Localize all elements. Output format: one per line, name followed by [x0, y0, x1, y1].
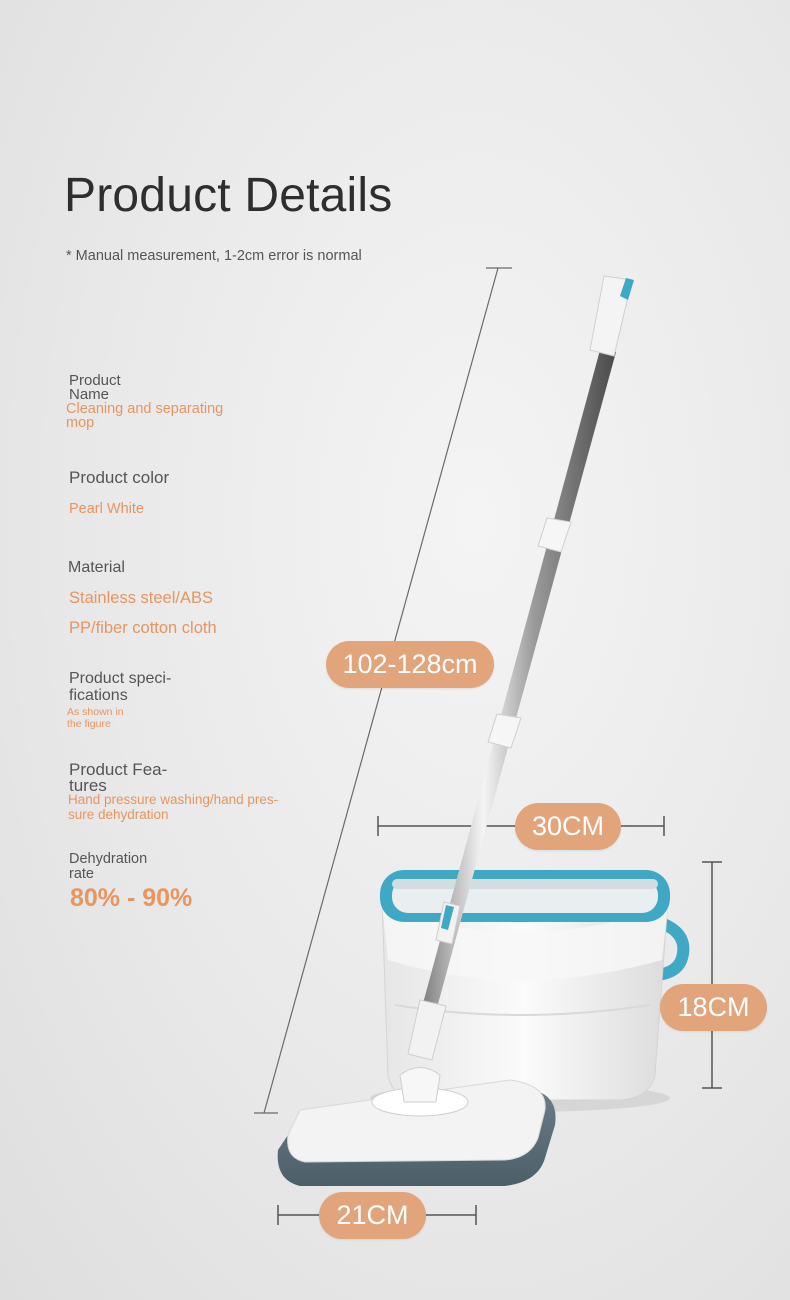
spec-features-value-2: sure dehydration [68, 807, 169, 822]
spec-color-value: Pearl White [69, 501, 144, 517]
spec-spec-value-2: the figure [67, 718, 111, 730]
mop-width-pill: 21CM [319, 1192, 426, 1239]
spec-features-label-1: Product Fea- [69, 760, 168, 779]
spec-material-label: Material [68, 559, 125, 576]
spec-spec-value-1: As shown in [67, 706, 124, 718]
spec-name-value-2: mop [66, 415, 95, 431]
spec-name-value-1: Cleaning and separating [66, 401, 224, 417]
bucket-width-pill: 30CM [515, 803, 621, 850]
spec-name-label-2: Name [69, 386, 110, 403]
mop-head [278, 1068, 556, 1187]
bucket-height-guide [702, 862, 722, 1088]
spec-dehydration-value: 80% - 90% [70, 884, 193, 912]
spec-material-value-1: Stainless steel/ABS [69, 589, 213, 607]
spec-color-label: Product color [69, 468, 170, 487]
spec-spec-label-1: Product speci- [69, 670, 172, 687]
spec-dehydration-label-1: Dehydration [69, 851, 148, 867]
spec-features-value-1: Hand pressure washing/hand pres- [68, 792, 279, 807]
spec-spec-label-2: fications [69, 687, 128, 704]
bucket-height-pill: 18CM [660, 984, 767, 1031]
page-title: Product Details [64, 169, 393, 222]
height-dimension-pill: 102-128cm [326, 641, 494, 688]
measurement-note: * Manual measurement, 1-2cm error is normal [66, 248, 362, 264]
spec-material-value-2: PP/fiber cotton cloth [69, 619, 217, 637]
spec-name-label-1: Product [69, 372, 121, 389]
spec-features-label-2: tures [69, 776, 107, 795]
spec-dehydration-label-2: rate [69, 866, 94, 882]
